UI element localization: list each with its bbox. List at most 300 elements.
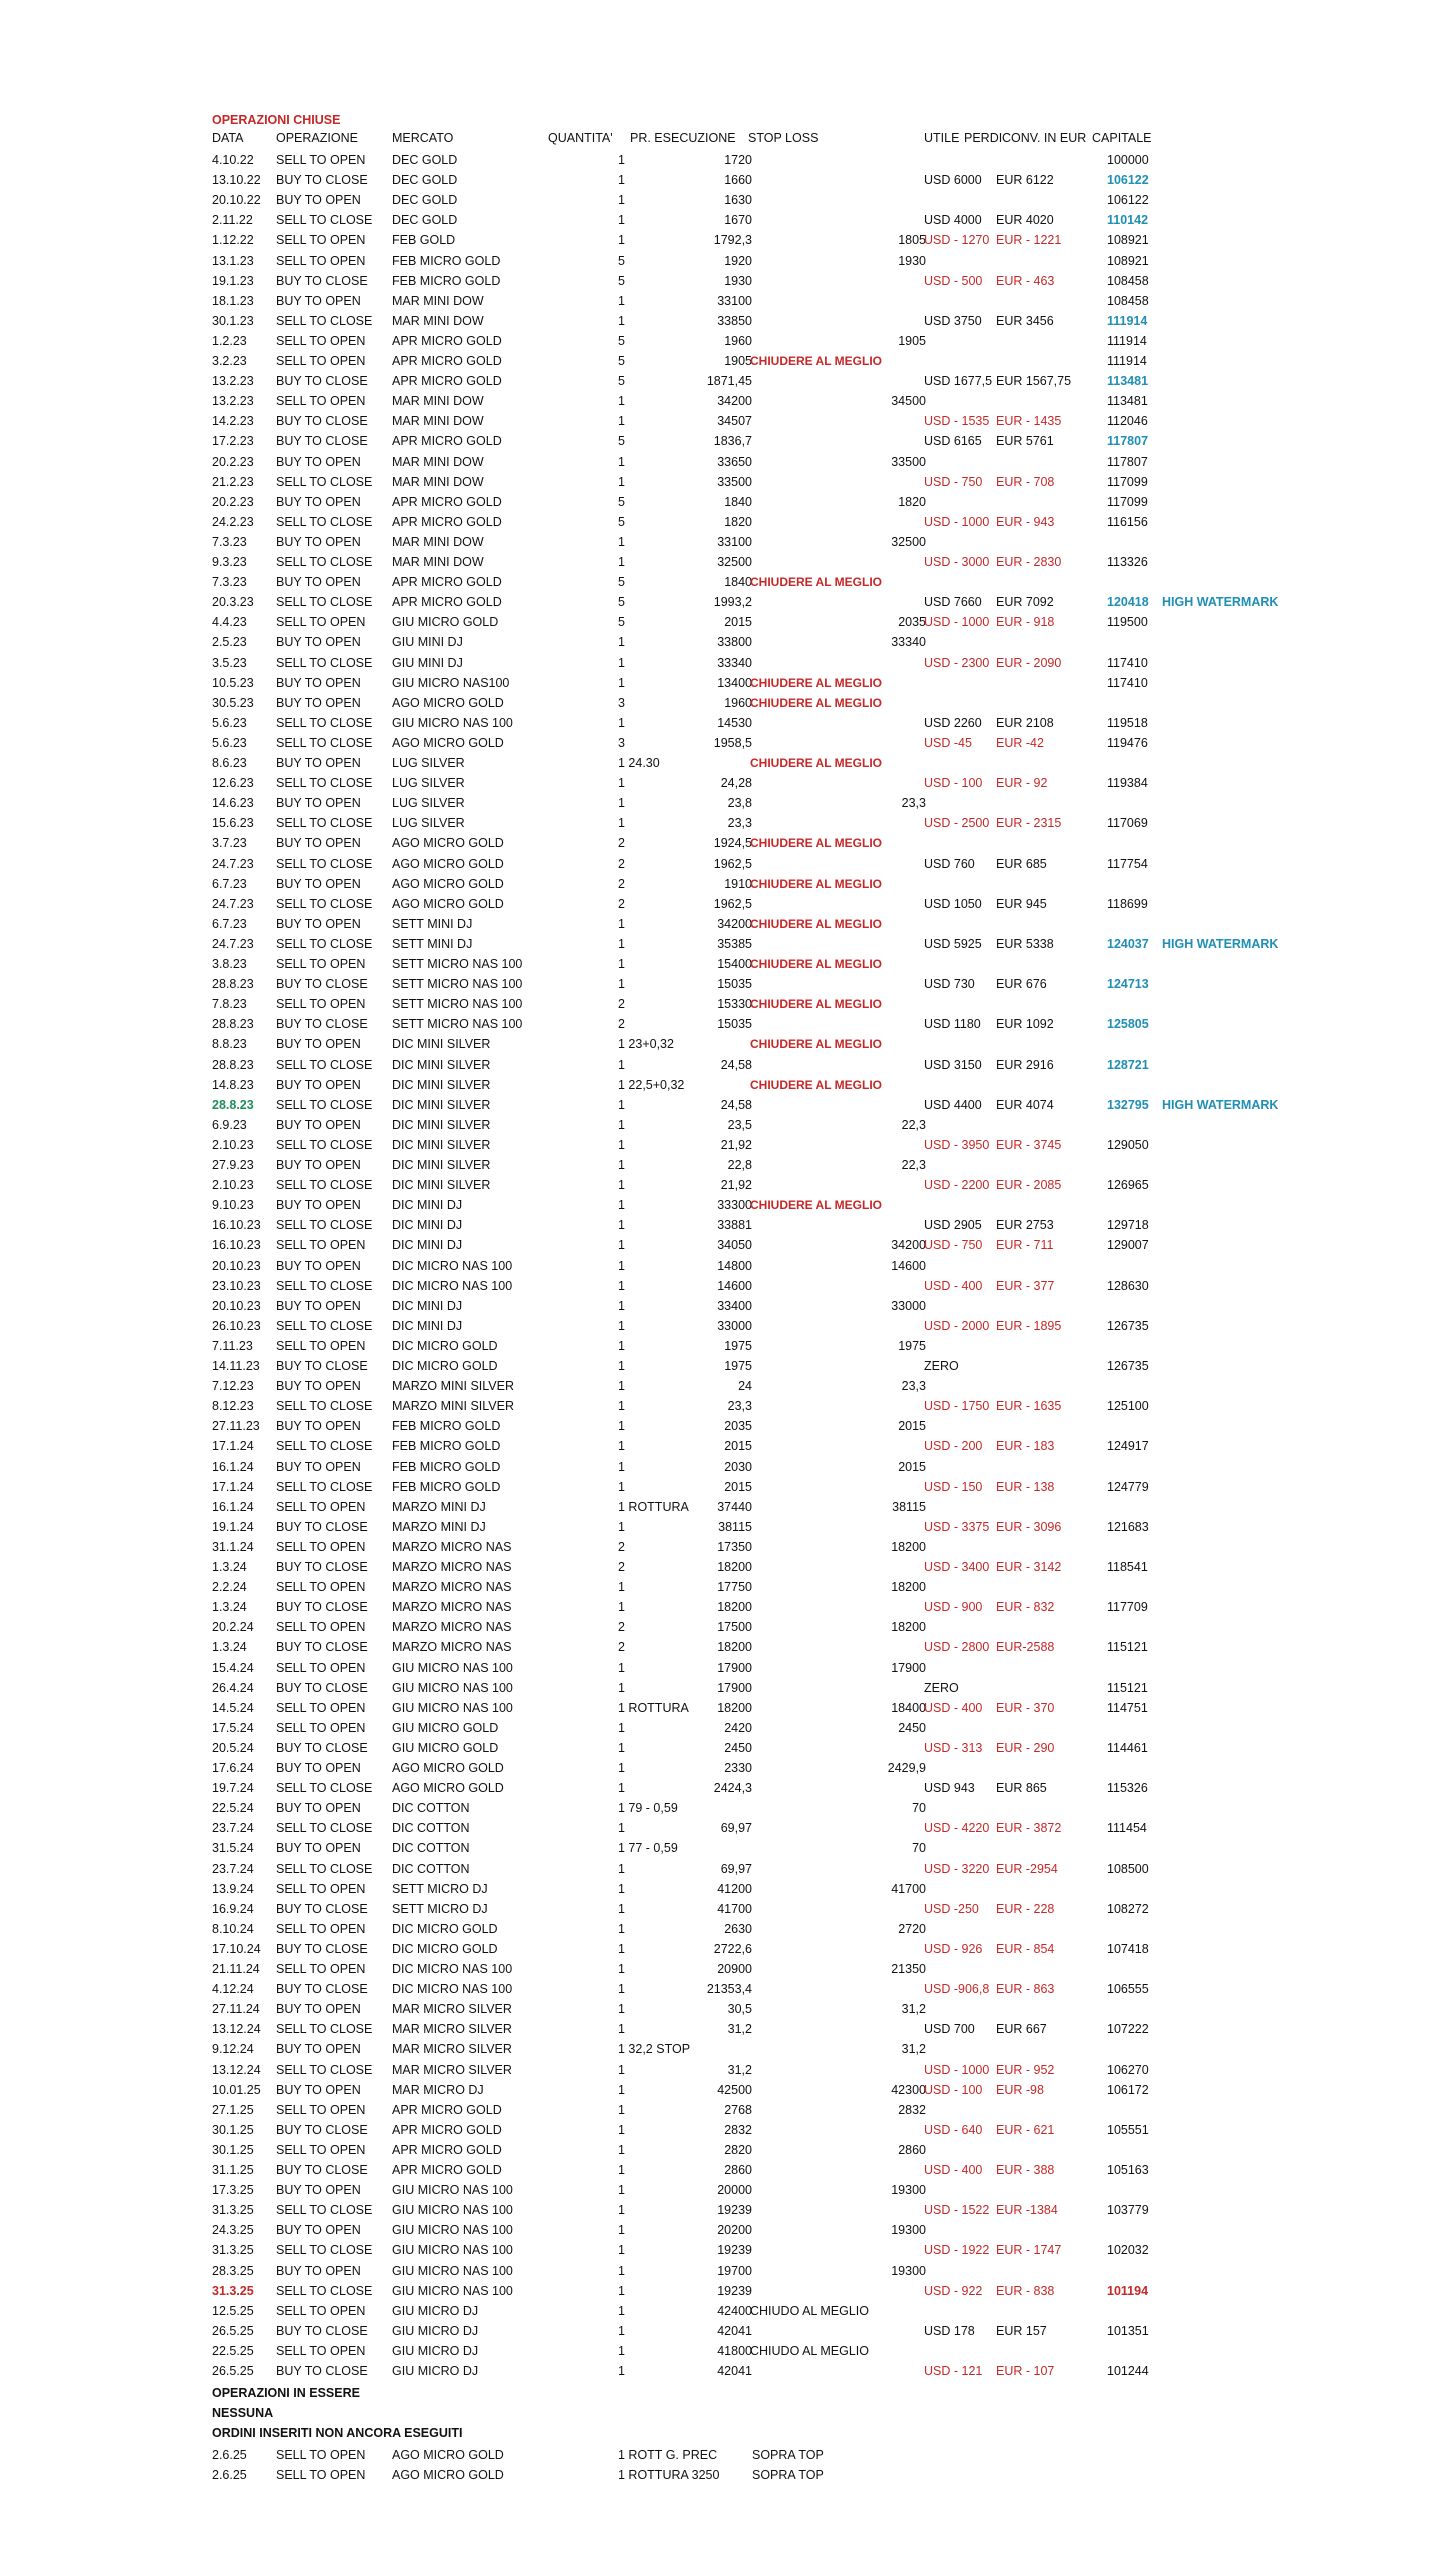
row-operation: BUY TO OPEN: [276, 2223, 361, 2238]
row-stop-loss: 19300: [891, 2263, 926, 2278]
row-profit-eur: EUR-2588: [996, 1640, 1055, 1655]
table-row: [212, 1537, 1362, 1557]
row-market: GIU MICRO NAS100: [392, 675, 510, 690]
row-profit-usd: USD - 4220: [924, 1821, 990, 1836]
row-market: FEB MICRO GOLD: [392, 1419, 501, 1434]
row-market: FEB GOLD: [392, 233, 456, 248]
table-row: [212, 1396, 1362, 1416]
row-quantity: 1: [618, 1861, 625, 1876]
row-profit-eur: EUR 7092: [996, 595, 1054, 610]
row-capital: 108500: [1107, 1861, 1149, 1876]
table-row: [212, 894, 1362, 914]
header-profit: UTILE: [924, 131, 960, 145]
row-quantity: 1: [618, 2243, 625, 2258]
header-capital: CAPITALE: [1092, 131, 1152, 145]
table-row: [212, 2361, 1362, 2381]
row-stop-loss: 2035: [898, 615, 926, 630]
table-row: [212, 1979, 1362, 1999]
row-market: APR MICRO GOLD: [392, 595, 502, 610]
row-market: APR MICRO GOLD: [392, 2102, 502, 2117]
order-quantity: 1 ROTTURA 3250: [618, 2468, 720, 2483]
row-date: 13.12.24: [212, 2062, 261, 2077]
row-stop-loss: 2720: [898, 1921, 926, 1936]
row-price: 14530: [717, 715, 752, 730]
row-operation: BUY TO OPEN: [276, 454, 361, 469]
row-price: 33400: [717, 1298, 752, 1313]
row-quantity: 1: [618, 1338, 625, 1353]
row-quantity: 2: [618, 1640, 625, 1655]
row-operation: BUY TO CLOSE: [276, 1519, 368, 1534]
row-quantity: 5: [618, 253, 625, 268]
row-stop-loss: 18200: [891, 1580, 926, 1595]
row-operation: SELL TO OPEN: [276, 1238, 366, 1253]
header-conversion: CONV. IN EUR: [1002, 131, 1087, 145]
row-price: 34200: [717, 394, 752, 409]
row-operation: SELL TO CLOSE: [276, 595, 373, 610]
row-price: 18200: [717, 1560, 752, 1574]
row-operation: BUY TO OPEN: [276, 193, 361, 208]
row-profit-usd: USD 1677,5: [924, 374, 993, 389]
row-quantity: 1: [618, 1117, 625, 1132]
row-capital: 117410: [1107, 675, 1148, 690]
row-operation: SELL TO CLOSE: [276, 1178, 373, 1193]
row-capital: 117754: [1107, 856, 1148, 871]
row-date: 8.10.24: [212, 1921, 254, 1936]
row-note: CHIUDERE AL MEGLIO: [750, 354, 883, 368]
row-capital: 115326: [1107, 1781, 1148, 1796]
row-operation: BUY TO OPEN: [276, 1077, 361, 1092]
row-profit-usd: USD - 926: [924, 1941, 983, 1956]
row-date: 20.5.24: [212, 1740, 254, 1755]
row-price: 1630: [724, 193, 752, 208]
row-profit-usd: USD -250: [924, 1901, 979, 1916]
row-operation: BUY TO CLOSE: [276, 1017, 368, 1032]
row-capital: 106270: [1107, 2062, 1149, 2077]
table-row: [212, 411, 1362, 431]
row-date: 13.2.23: [212, 374, 254, 389]
row-operation: BUY TO OPEN: [276, 1379, 361, 1394]
row-quantity: 1: [618, 555, 625, 569]
row-market: DIC MICRO NAS 100: [392, 1982, 513, 1997]
row-capital: 116156: [1107, 514, 1148, 529]
row-profit-usd: USD - 640: [924, 2122, 983, 2137]
row-operation: SELL TO CLOSE: [276, 1278, 373, 1293]
row-profit-usd: USD - 1270: [924, 233, 990, 248]
order-condition: SOPRA TOP: [752, 2448, 824, 2463]
row-date: 23.10.23: [212, 1278, 261, 1293]
table-row: [212, 1135, 1362, 1155]
row-price: 2420: [724, 1720, 752, 1735]
row-date: 7.8.23: [212, 997, 247, 1012]
row-price: 23,3: [727, 1399, 752, 1414]
row-date: 9.3.23: [212, 555, 247, 569]
row-date: 17.10.24: [212, 1941, 261, 1956]
row-operation: BUY TO CLOSE: [276, 1560, 368, 1574]
row-capital: 112046: [1107, 414, 1148, 429]
row-operation: BUY TO CLOSE: [276, 2323, 368, 2338]
row-quantity: 1: [618, 1238, 625, 1253]
row-quantity: 1: [618, 1158, 625, 1172]
row-capital: 120418: [1107, 595, 1149, 610]
row-profit-usd: USD - 2200: [924, 1178, 990, 1193]
row-profit-usd: USD - 3375: [924, 1519, 990, 1534]
row-capital: 119518: [1107, 715, 1148, 730]
table-row: [212, 2060, 1362, 2080]
row-profit-usd: USD - 3950: [924, 1137, 990, 1152]
row-price: 18200: [717, 1700, 752, 1715]
row-price: 1905: [724, 354, 752, 368]
row-quantity: 1 23+0,32: [618, 1037, 674, 1052]
row-operation: BUY TO OPEN: [276, 796, 361, 811]
row-profit-eur: EUR 3456: [996, 313, 1054, 328]
row-profit-usd: USD - 400: [924, 2163, 983, 2177]
row-market: DIC MINI SILVER: [392, 1117, 491, 1132]
row-date: 8.8.23: [212, 1037, 247, 1052]
row-market: FEB MICRO GOLD: [392, 1459, 501, 1474]
table-row: [212, 512, 1362, 532]
row-profit-eur: EUR 4074: [996, 1097, 1054, 1112]
row-profit-usd: USD - 2000: [924, 1318, 990, 1333]
row-market: DIC COTTON: [392, 1861, 470, 1876]
row-quantity: 1 24.30: [618, 756, 660, 770]
row-market: GIU MICRO DJ: [392, 2364, 479, 2378]
table-row: [212, 954, 1362, 974]
row-quantity: 1: [618, 1459, 625, 1474]
row-operation: BUY TO OPEN: [276, 756, 361, 770]
row-quantity: 5: [618, 575, 625, 590]
row-date: 27.9.23: [212, 1158, 254, 1172]
row-capital: 107222: [1107, 2022, 1149, 2037]
row-profit-usd: USD - 3220: [924, 1861, 990, 1876]
table-row: [212, 1276, 1362, 1296]
row-date: 7.3.23: [212, 575, 247, 590]
row-price: 14800: [717, 1258, 752, 1273]
row-quantity: 5: [618, 494, 625, 509]
row-quantity: 1 ROTTURA: [618, 1700, 689, 1715]
row-price: 17900: [717, 1680, 752, 1695]
row-profit-eur: EUR - 943: [996, 514, 1055, 529]
row-operation: SELL TO OPEN: [276, 1539, 366, 1554]
row-operation: BUY TO OPEN: [276, 1841, 361, 1856]
row-operation: SELL TO CLOSE: [276, 474, 373, 489]
table-row: [212, 1838, 1362, 1858]
row-operation: SELL TO CLOSE: [276, 514, 373, 529]
row-price: 30,5: [727, 2002, 752, 2017]
row-stop-loss: 70: [912, 1841, 926, 1856]
row-operation: SELL TO OPEN: [276, 2142, 366, 2157]
row-note: CHIUDO AL MEGLIO: [750, 2303, 870, 2318]
row-market: DIC MINI SILVER: [392, 1097, 491, 1112]
row-capital: 117709: [1107, 1600, 1148, 1615]
row-capital: 108921: [1107, 253, 1149, 268]
row-market: SETT MINI DJ: [392, 916, 473, 931]
row-profit-usd: USD - 922: [924, 2283, 983, 2298]
row-market: DIC MICRO GOLD: [392, 1359, 498, 1373]
row-market: MARZO MICRO NAS: [392, 1640, 512, 1655]
row-operation: SELL TO OPEN: [276, 1499, 366, 1514]
row-capital: 111914: [1107, 333, 1147, 348]
row-market: SETT MINI DJ: [392, 936, 473, 951]
row-capital: 106122: [1107, 193, 1149, 208]
row-profit-eur: EUR - 1895: [996, 1318, 1062, 1333]
row-capital: 102032: [1107, 2243, 1149, 2258]
row-market: SETT MICRO NAS 100: [392, 997, 523, 1012]
row-date: 20.2.24: [212, 1620, 254, 1635]
row-profit-eur: EUR - 1221: [996, 233, 1062, 248]
row-operation: BUY TO OPEN: [276, 1298, 361, 1313]
table-row: [212, 934, 1362, 954]
row-date: 20.10.23: [212, 1258, 261, 1273]
row-price: 1871,45: [706, 374, 752, 389]
row-market: DIC MICRO NAS 100: [392, 1278, 513, 1293]
row-quantity: 1: [618, 1982, 625, 1997]
row-quantity: 1: [618, 776, 625, 791]
row-market: DIC MINI DJ: [392, 1198, 463, 1213]
row-stop-loss: 1975: [898, 1338, 926, 1353]
row-operation: SELL TO OPEN: [276, 1620, 366, 1635]
row-operation: SELL TO OPEN: [276, 333, 366, 348]
row-operation: SELL TO OPEN: [276, 2303, 366, 2318]
table-row: [212, 552, 1362, 572]
row-operation: BUY TO OPEN: [276, 1761, 361, 1775]
row-stop-loss: 2450: [898, 1720, 926, 1735]
row-market: SETT MICRO DJ: [392, 1881, 488, 1896]
row-price: 33800: [717, 635, 752, 650]
row-date: 8.6.23: [212, 756, 247, 770]
row-profit-usd: ZERO: [924, 1359, 959, 1373]
row-date: 14.11.23: [212, 1359, 260, 1373]
row-operation: BUY TO OPEN: [276, 916, 361, 931]
row-profit-usd: USD - 2800: [924, 1640, 990, 1655]
row-operation: SELL TO OPEN: [276, 253, 366, 268]
row-capital: 126735: [1107, 1318, 1149, 1333]
row-profit-eur: EUR - 1435: [996, 414, 1062, 429]
table-row: [212, 170, 1362, 190]
row-stop-loss: 34200: [891, 1238, 926, 1253]
table-row: [212, 472, 1362, 492]
row-capital: 118541: [1107, 1560, 1148, 1574]
row-quantity: 3: [618, 735, 625, 750]
table-row: [212, 1738, 1362, 1758]
row-note: CHIUDERE AL MEGLIO: [750, 997, 883, 1012]
row-market: MAR MICRO SILVER: [392, 2022, 512, 2037]
row-quantity: 1: [618, 1941, 625, 1956]
row-price: 2035: [724, 1419, 752, 1434]
row-date: 31.1.24: [212, 1539, 254, 1554]
row-price: 17350: [717, 1539, 752, 1554]
row-profit-usd: USD 943: [924, 1781, 975, 1796]
row-stop-loss: 31,2: [901, 2002, 926, 2017]
row-quantity: 1: [618, 153, 625, 167]
table-row: [212, 572, 1362, 592]
row-price: 41800: [717, 2343, 752, 2358]
row-market: SETT MICRO NAS 100: [392, 957, 523, 971]
row-quantity: 1: [618, 1479, 625, 1494]
row-profit-eur: EUR 5338: [996, 936, 1054, 951]
row-market: DIC MINI SILVER: [392, 1057, 491, 1072]
row-market: GIU MICRO NAS 100: [392, 2203, 513, 2218]
row-market: MARZO MICRO NAS: [392, 1580, 512, 1595]
row-date: 17.2.23: [212, 434, 254, 449]
row-profit-eur: EUR - 388: [996, 2163, 1055, 2177]
row-profit-usd: USD 3150: [924, 1057, 982, 1072]
row-market: APR MICRO GOLD: [392, 374, 502, 389]
row-quantity: 1: [618, 1901, 625, 1916]
row-price: 1924,5: [713, 836, 752, 851]
row-quantity: 1 22,5+0,32: [618, 1077, 685, 1092]
row-market: FEB MICRO GOLD: [392, 1479, 501, 1494]
row-quantity: 1: [618, 2364, 625, 2378]
row-market: MAR MINI DOW: [392, 534, 484, 549]
row-note: CHIUDO AL MEGLIO: [750, 2343, 870, 2358]
row-market: DIC MINI SILVER: [392, 1077, 491, 1092]
row-quantity: 1: [618, 796, 625, 811]
row-operation: BUY TO CLOSE: [276, 2122, 368, 2137]
row-quantity: 1: [618, 293, 625, 308]
row-capital: 103779: [1107, 2203, 1149, 2218]
row-quantity: 1: [618, 1781, 625, 1796]
row-quantity: 2: [618, 896, 625, 911]
row-operation: SELL TO CLOSE: [276, 816, 373, 831]
row-market: APR MICRO GOLD: [392, 2142, 502, 2157]
row-date: 16.1.24: [212, 1499, 254, 1514]
row-operation: SELL TO CLOSE: [276, 936, 373, 951]
row-price: 2450: [724, 1740, 752, 1755]
row-price: 17750: [717, 1580, 752, 1595]
row-capital: 124917: [1107, 1439, 1149, 1454]
row-operation: SELL TO OPEN: [276, 957, 366, 971]
row-quantity: 5: [618, 333, 625, 348]
row-stop-loss: 22,3: [901, 1158, 926, 1172]
row-capital: 125100: [1107, 1399, 1149, 1414]
table-row: [212, 2240, 1362, 2260]
row-quantity: 1: [618, 2183, 625, 2198]
row-operation: BUY TO CLOSE: [276, 1901, 368, 1916]
row-profit-usd: USD - 900: [924, 1600, 983, 1615]
row-price: 1910: [724, 876, 752, 891]
row-stop-loss: 32500: [891, 534, 926, 549]
row-profit-usd: USD - 150: [924, 1479, 983, 1494]
row-date: 6.7.23: [212, 916, 247, 931]
table-row: [212, 1758, 1362, 1778]
row-operation: SELL TO CLOSE: [276, 2022, 373, 2037]
row-price: 37440: [717, 1499, 752, 1514]
row-profit-eur: EUR - 863: [996, 1982, 1055, 1997]
row-date: 9.12.24: [212, 2042, 254, 2057]
row-price: 41700: [717, 1901, 752, 1916]
row-capital: 118699: [1107, 896, 1148, 911]
row-capital: 105551: [1107, 2122, 1149, 2137]
row-operation: SELL TO OPEN: [276, 233, 366, 248]
row-market: MAR MINI DOW: [392, 454, 484, 469]
table-row: [212, 1195, 1362, 1215]
row-capital: 108921: [1107, 233, 1149, 248]
row-market: DIC COTTON: [392, 1821, 470, 1836]
row-market: MARZO MICRO NAS: [392, 1620, 512, 1635]
row-price: 17500: [717, 1620, 752, 1635]
row-operation: SELL TO OPEN: [276, 1338, 366, 1353]
row-profit-usd: USD 3750: [924, 313, 982, 328]
row-quantity: 1: [618, 977, 625, 992]
table-row: [212, 1034, 1362, 1054]
row-price: 69,97: [720, 1861, 752, 1876]
row-date: 24.3.25: [212, 2223, 254, 2238]
row-stop-loss: 18400: [891, 1700, 926, 1715]
row-operation: SELL TO OPEN: [276, 1720, 366, 1735]
row-profit-usd: USD - 313: [924, 1740, 983, 1755]
row-date: 12.5.25: [212, 2303, 254, 2318]
row-price: 34507: [717, 414, 752, 429]
row-profit-eur: EUR -98: [996, 2082, 1044, 2097]
row-profit-eur: EUR - 92: [996, 776, 1048, 791]
row-profit-usd: USD -906,8: [924, 1982, 990, 1997]
row-capital: 126965: [1107, 1178, 1149, 1193]
closed-operations-title: OPERAZIONI CHIUSE: [212, 113, 341, 127]
row-market: GIU MICRO GOLD: [392, 1740, 499, 1755]
row-price: 1930: [724, 273, 752, 288]
row-price: 15035: [717, 977, 752, 992]
row-date: 3.7.23: [212, 836, 247, 851]
row-quantity: 1 79 - 0,59: [618, 1801, 678, 1816]
row-note: CHIUDERE AL MEGLIO: [750, 675, 883, 690]
row-profit-usd: USD - 1522: [924, 2203, 990, 2218]
row-market: MARZO MICRO NAS: [392, 1600, 512, 1615]
row-date: 9.10.23: [212, 1198, 254, 1213]
table-row: [212, 1658, 1362, 1678]
header-market: MERCATO: [392, 131, 454, 145]
header-quantity: QUANTITA': [548, 131, 613, 145]
table-row: [212, 1175, 1362, 1195]
row-market: GIU MICRO NAS 100: [392, 1700, 513, 1715]
row-operation: SELL TO CLOSE: [276, 856, 373, 871]
row-market: GIU MINI DJ: [392, 655, 463, 670]
row-stop-loss: 70: [912, 1801, 926, 1816]
row-capital: 106122: [1107, 173, 1149, 188]
row-date: 2.5.23: [212, 635, 247, 650]
table-row: [212, 2220, 1362, 2240]
row-operation: SELL TO CLOSE: [276, 735, 373, 750]
row-profit-eur: EUR - 1747: [996, 2243, 1062, 2258]
row-date: 16.9.24: [212, 1901, 254, 1916]
table-row: [212, 1617, 1362, 1637]
table-row: [212, 1256, 1362, 1276]
row-quantity: 2: [618, 1539, 625, 1554]
row-operation: BUY TO CLOSE: [276, 374, 368, 389]
row-stop-loss: 22,3: [901, 1117, 926, 1132]
row-operation: SELL TO OPEN: [276, 394, 366, 409]
row-capital: 114461: [1107, 1740, 1148, 1755]
table-row: [212, 874, 1362, 894]
row-market: MAR MICRO SILVER: [392, 2042, 512, 2057]
table-row: [212, 2281, 1362, 2301]
row-date: 30.1.25: [212, 2142, 254, 2157]
row-profit-usd: USD - 1000: [924, 615, 990, 630]
row-profit-usd: USD - 1000: [924, 2062, 990, 2077]
row-operation: SELL TO OPEN: [276, 1660, 366, 1675]
row-quantity: 5: [618, 354, 625, 368]
table-row: [212, 592, 1362, 612]
row-stop-loss: 42300: [891, 2082, 926, 2097]
row-market: GIU MICRO NAS 100: [392, 2183, 513, 2198]
row-note: CHIUDERE AL MEGLIO: [750, 695, 883, 710]
row-capital: 106555: [1107, 1982, 1149, 1997]
row-quantity: 1: [618, 2303, 625, 2318]
table-row: [212, 351, 1362, 371]
row-price: 20000: [717, 2183, 752, 2198]
row-market: FEB MICRO GOLD: [392, 1439, 501, 1454]
header-date: DATA: [212, 131, 244, 145]
row-note: CHIUDERE AL MEGLIO: [750, 916, 883, 931]
